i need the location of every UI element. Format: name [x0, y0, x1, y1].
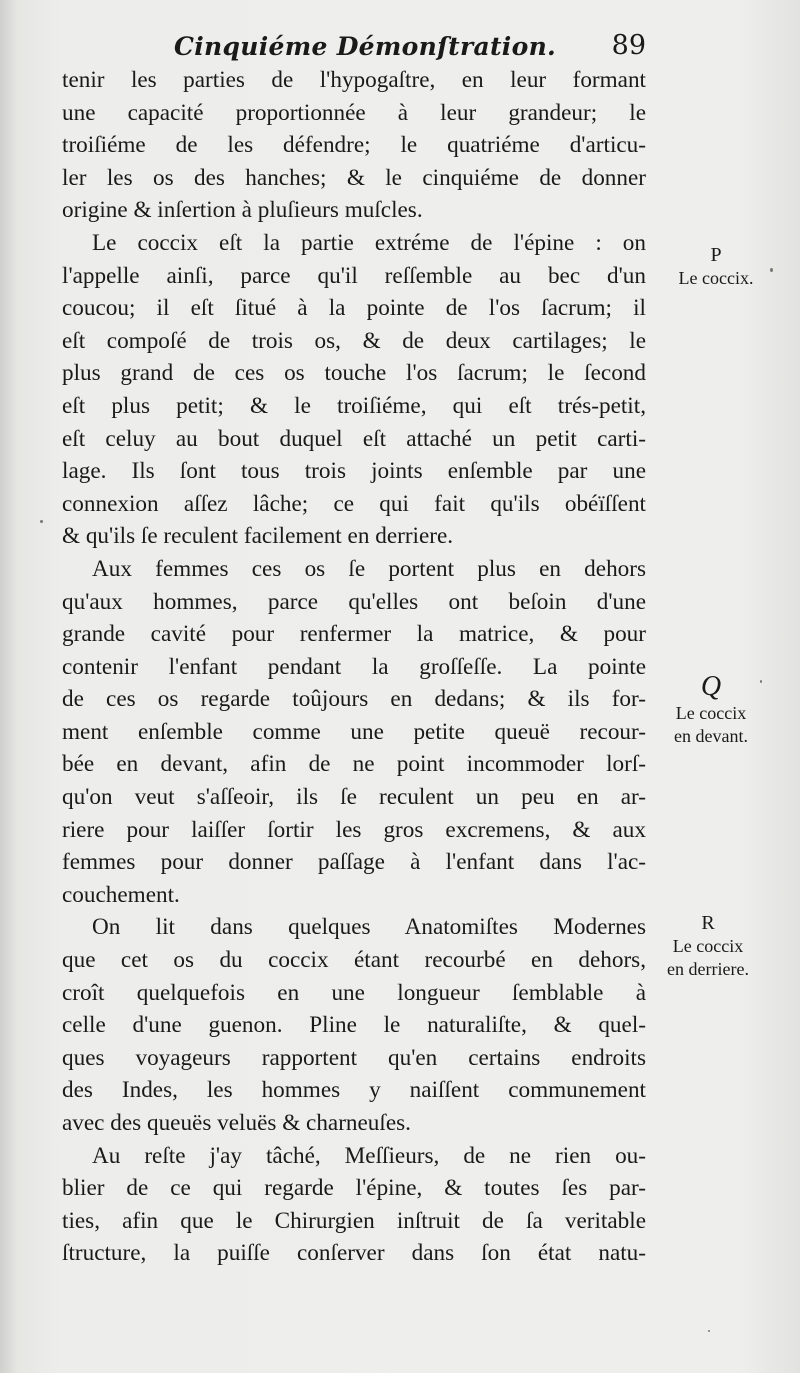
margin-note-p [656, 244, 776, 290]
text-line: blier de ce qui regarde l'épine, & toutes ſes par- [62, 1175, 646, 1202]
text-line: grande cavité pour renfermer la matrice, & pour [62, 621, 646, 648]
text-line: ment enſemble comme une petite queuë recour- [62, 718, 646, 745]
text-line: l'appelle ainſi, parce qu'il reſſemble au bec d'un [62, 262, 646, 289]
text-line: connexion aſſez lâche; ce qui fait qu'ils obéïſſent [62, 490, 646, 517]
paper-speck [40, 520, 43, 523]
page-number: 89 [611, 30, 646, 61]
text-line: avec des queuës veluës & charneuſes. [62, 1110, 411, 1136]
text-line: eſt plus petit; & le troiſiéme, qui eſt trés-petit, [62, 392, 646, 419]
text-line: que cet os du coccix étant recourbé en dehors, [62, 947, 646, 974]
main-text-block [62, 64, 646, 1270]
text-line: coucou; il eſt ſitué à la pointe de l'os ſacrum; il [62, 295, 646, 322]
text-line: qu'aux hommes, parce qu'elles ont beſoin d'une [62, 588, 646, 615]
text-line: On lit dans quelques Anatomiſtes Modernes [92, 914, 646, 941]
text-line: eſt celuy au bout duquel eſt attaché un petit carti- [62, 425, 646, 452]
text-line: Au reſte j'ay tâché, Meſſieurs, de ne rien ou- [92, 1142, 646, 1169]
text-line: eſt compoſé de trois os, & de deux cartilages; le [62, 327, 646, 354]
text-line: ques voyageurs rapportent qu'en certains endroits [62, 1044, 646, 1071]
text-line: femmes pour donner paſſage à l'enfant dans l'ac- [62, 849, 646, 876]
margin-note-text-line: en derriere. [667, 959, 749, 979]
text-line: & qu'ils ſe reculent facilement en derriere. [62, 523, 454, 550]
text-line: contenir l'enfant pendant la groſſeſſe. La pointe [62, 653, 646, 680]
text-line: qu'on veut s'aſſeoir, ils ſe reculent un peu en ar- [62, 784, 646, 811]
margin-note-text-line: Le coccix [672, 936, 744, 956]
text-line: Aux femmes ces os ſe portent plus en dehors [92, 555, 646, 582]
margin-note-text-line: Le coccix [675, 703, 747, 723]
running-title: Cinquiéme Démonſtration. [174, 32, 557, 61]
paper-speck [760, 680, 762, 683]
text-line: croît quelquefois en une longueur ſemblable à [62, 979, 646, 1006]
margin-note-text: Le coccix. [678, 268, 754, 288]
text-line: riere pour laiſſer ſortir les gros excremens, & aux [62, 816, 646, 843]
text-line: une capacité proportionnée à leur grandeur; le [62, 99, 646, 126]
text-line: ler les os des hanches; & le cinquiéme de donner [62, 164, 646, 191]
margin-note-letter: R [701, 912, 715, 934]
text-line: lage. Ils ſont tous trois joints enſemble par une [62, 458, 646, 485]
text-line: celle d'une guenon. Pline le naturaliſte, & quel- [62, 1012, 646, 1039]
margin-note-letter: Q [700, 671, 722, 702]
text-line: bée en devant, afin de ne point incommoder lorſ- [62, 751, 646, 778]
text-line: plus grand de ces os touche l'os ſacrum; le ſecond [62, 360, 646, 387]
text-line: couchement. [62, 881, 180, 908]
paper-speck [708, 1330, 710, 1332]
text-line: des Indes, les hommes y naiſſent communement [62, 1077, 646, 1104]
text-line: tenir les parties de l'hypogaſtre, en leur formant [62, 67, 646, 93]
margin-note-letter: P [710, 244, 722, 266]
text-line: ties, afin que le Chirurgien inſtruit de ſa veritable [62, 1207, 646, 1234]
text-line: origine & inſertion à pluſieurs muſcles. [62, 197, 423, 224]
text-line: de ces os regarde toûjours en dedans; & ils for- [62, 686, 646, 713]
text-line: troiſiéme de les défendre; le quatriéme d'articu- [62, 132, 646, 159]
text-line: Le coccix eſt la partie extréme de l'épine : on [92, 229, 646, 256]
text-line: ſtructure, la puiſſe conſerver dans ſon état natu- [62, 1240, 646, 1267]
margin-note-text-line: en devant. [674, 726, 748, 746]
margin-note-r [646, 912, 770, 981]
paper-speck [770, 268, 773, 272]
margin-note-q [650, 672, 772, 748]
